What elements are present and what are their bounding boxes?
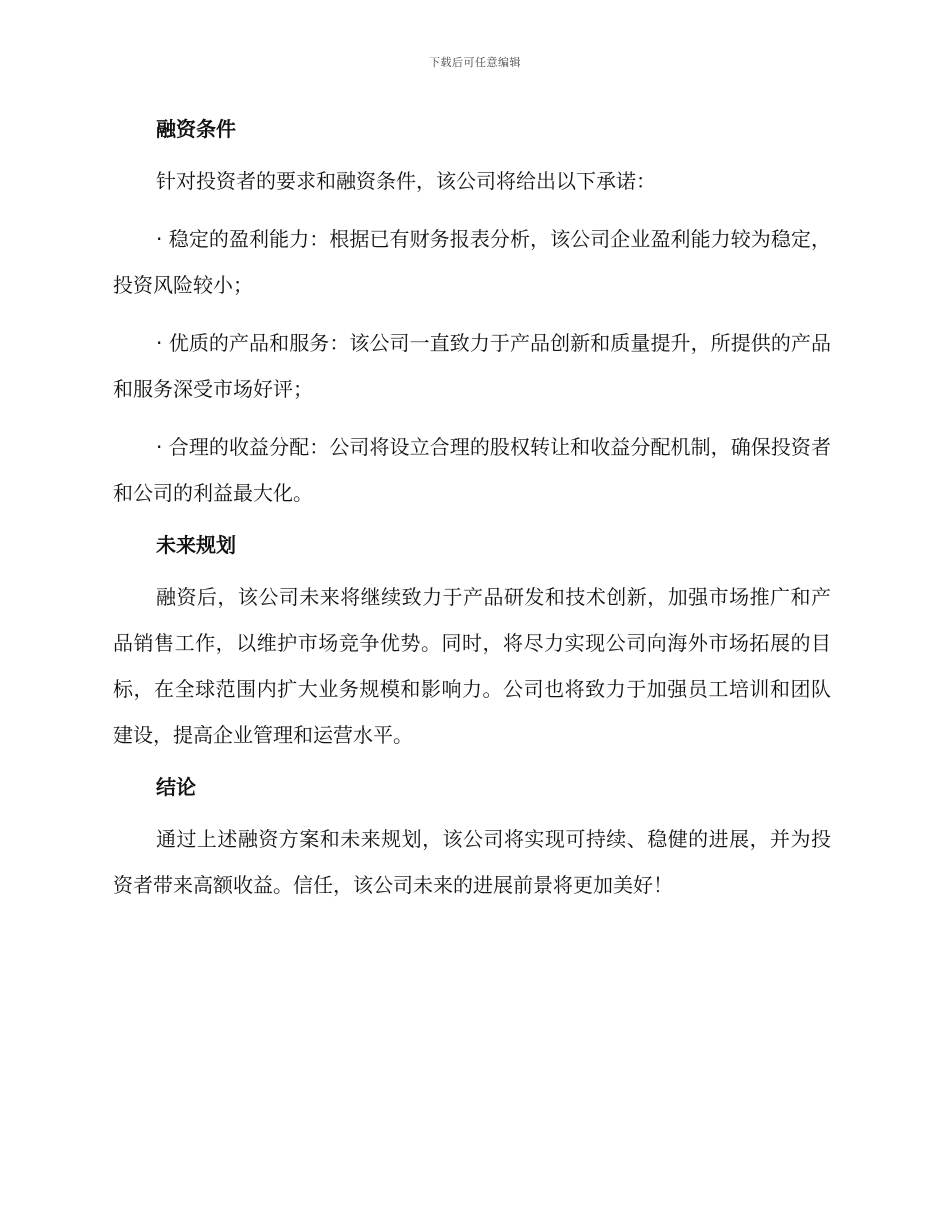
financing-bullet-3: · 合理的收益分配：公司将设立合理的股权转让和收益分配机制，确保投资者和公司的利益最大化。 [113,435,831,505]
section-heading-future: 未来规划 [156,533,236,557]
document-body [113,112,831,908]
conclusion-paragraph: 通过上述融资方案和未来规划，该公司将实现可持续、稳健的进展，并为投资者带来高额收益。信任，该公司未来的进展前景将更加美好！ [113,827,831,897]
section-heading-conclusion: 结论 [156,775,196,799]
financing-bullet-2: · 优质的产品和服务：该公司一直致力于产品创新和质量提升，所提供的产品和服务深受市场好评； [113,331,831,401]
financing-intro: 针对投资者的要求和融资条件，该公司将给出以下承诺： [156,169,656,193]
financing-bullet-1: · 稳定的盈利能力：根据已有财务报表分析，该公司企业盈利能力较为稳定，投资风险较小； [113,227,831,297]
section-heading-financing: 融资条件 [156,117,236,141]
future-plan-paragraph: 融资后，该公司未来将继续致力于产品研发和技术创新，加强市场推广和产品销售工作，以维护市场竞争优势。同时，将尽力实现公司向海外市场拓展的目标，在全球范围内扩大业务规模和影响力。公司也将致力于加强员工培训和团队建设，提高企业管理和运营水平。 [113,585,831,747]
page-header: 下载后可任意编辑 [429,56,521,69]
